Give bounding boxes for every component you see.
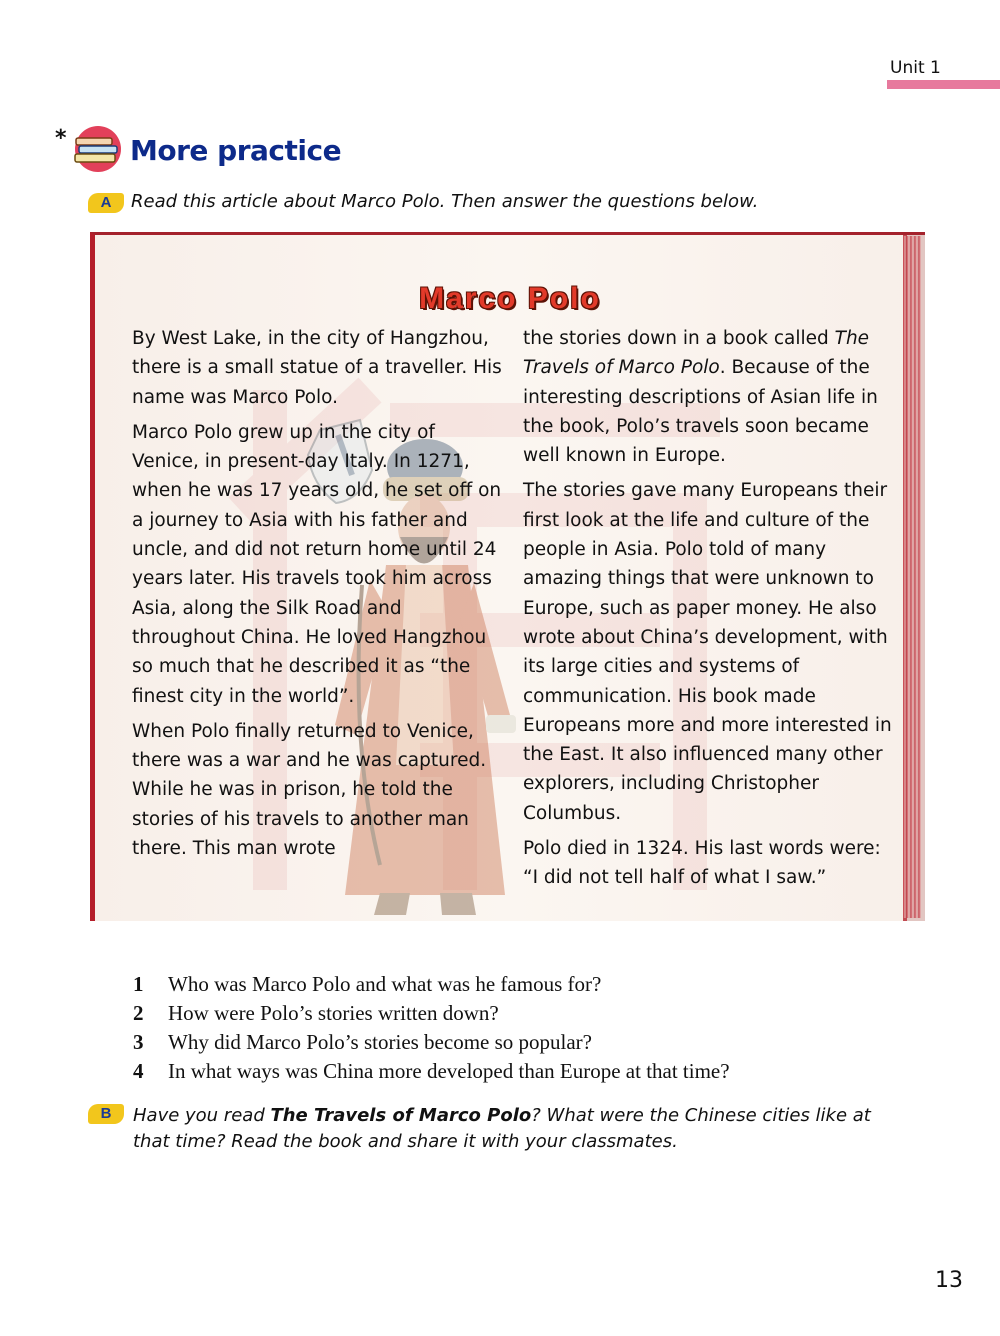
question-item <box>133 970 933 999</box>
question-text: Who was Marco Polo and what was he famous for? <box>168 972 602 996</box>
article-paragraph: Marco Polo grew up in the city of Venice, in present-day Italy. In 1271, when he was 17 years old, he set off on a journey to Asia with his father and uncle, and did not return home until 24 years later. His travels took him across Asia, along the Silk Road and throughout China. He loved Hangzhou so much that he described it as “the finest city in the world”. <box>132 421 502 707</box>
article-paragraph: By West Lake, in the city of Hangzhou, there is a small statue of a traveller. His name was Marco Polo. <box>132 328 502 408</box>
book-title-bold: The Travels of Marco Polo <box>270 1105 532 1126</box>
question-number: 3 <box>133 1030 144 1054</box>
paragraph-text: the stories down in a book called <box>523 328 835 349</box>
question-text: Why did Marco Polo’s stories become so popular? <box>168 1030 592 1054</box>
part-b-badge: B <box>88 1104 124 1124</box>
question-number: 2 <box>133 1001 144 1025</box>
question-list <box>133 970 933 1086</box>
instruction-text: ? What were the Chinese cities like at that time? Read the book and share it with your classmates. <box>133 1105 871 1152</box>
part-a-instruction: Read this article about Marco Polo. Then answer the questions below. <box>131 191 759 212</box>
book-title-italic: The Travels of Marco Polo <box>523 328 870 379</box>
question-number: 4 <box>133 1059 144 1083</box>
question-number: 1 <box>133 972 144 996</box>
article-left-column <box>132 324 502 869</box>
section-title: More practice <box>130 134 342 167</box>
article-right-column <box>523 324 893 899</box>
article-paragraph: The stories gave many Europeans their first look at the life and culture of the people in Asia. Polo told of many amazing things that were unknown to Europe, such as paper money. He also wrote about China’s development, with its large cities and systems of communication. His book made Europeans more and more interested in the East. It also influenced many other explorers, including Christopher Columbus. <box>523 480 892 824</box>
part-a-badge: A <box>88 193 124 213</box>
article-paragraph <box>523 324 893 470</box>
question-item <box>133 1057 933 1086</box>
book-page-edges <box>903 236 921 918</box>
books-icon <box>70 124 126 174</box>
question-text: How were Polo’s stories written down? <box>168 1001 499 1025</box>
question-text: In what ways was China more developed than Europe at that time? <box>168 1059 730 1083</box>
page-number: 13 <box>935 1268 963 1293</box>
paragraph-text: . Because of the interesting descriptions of Asian life in the book, Polo’s travels soon became well known in Europe. <box>523 357 878 467</box>
part-b-instruction <box>133 1103 913 1155</box>
unit-label: Unit 1 <box>890 58 941 78</box>
question-item <box>133 1028 933 1057</box>
question-item <box>133 999 933 1028</box>
article-paragraph: Polo died in 1324. His last words were: “I did not tell half of what I saw.” <box>523 838 881 889</box>
instruction-text: Have you read <box>133 1105 271 1126</box>
section-asterisk: * <box>55 126 67 151</box>
unit-accent-bar <box>887 80 1000 89</box>
article-title: Marco Polo <box>419 282 601 315</box>
article-paragraph: When Polo finally returned to Venice, there was a war and he was captured. While he was in prison, he told the stories of his travels to another man there. This man wrote <box>132 720 487 860</box>
